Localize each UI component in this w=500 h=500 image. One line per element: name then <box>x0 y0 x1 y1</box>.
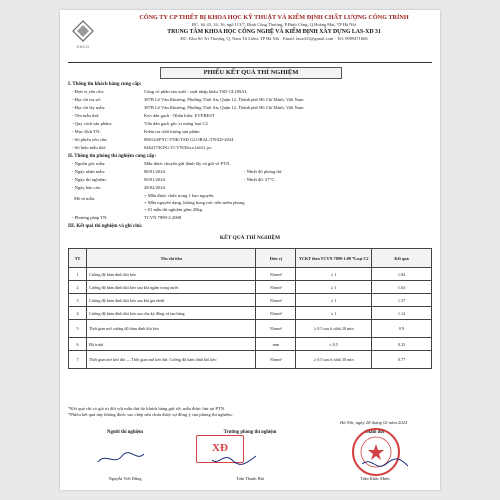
logo-text: KNCO <box>76 44 90 49</box>
center-address: ĐC: Khu Số Trì Thượng, Q. Nam Từ Liêm, TP Hà Nội · Email: lasxd31@gmail.com · Tel: 0989471666 <box>180 36 368 41</box>
date-row: - Ngày báo cáo: 28/02/2024 <box>72 185 165 190</box>
page-title: PHIẾU KẾT QUẢ THÍ NGHIỆM <box>160 67 342 79</box>
date-row: - Ngày nhận mẫu: 08/01/2024 - Nhiệt độ phòng thí: <box>72 169 283 174</box>
column-header: YCKT theo TCVN 7899-1:08 *Loại C2 <box>296 249 372 268</box>
origin-row: - Nguồn gốc mẫu: Mẫu được chuyển gửi đánh lấy và gửi về PTN. <box>72 161 231 166</box>
table-header-row <box>69 249 432 268</box>
info-row: - Số hiệu mẫu thử: 046227/KDG-TCVN/Etico.lab31.jsc <box>72 145 212 150</box>
table-row: 7 Thời gian mở kéo dài — Thời gian mở kéo dài: Cường độ bám dính khi kéo N/mm² ≥ 0.5 sau ít nhất 30 min 0.77 <box>69 351 432 369</box>
column-header: Kết quả <box>372 249 432 268</box>
signature-director-icon <box>360 456 410 472</box>
document-page <box>60 10 440 490</box>
info-row: - Mục đích TN: Kiểm tra chất lượng sản phẩm <box>72 129 200 134</box>
sample-desc-line: + Mẫu được chứa trong 1 bao nguyên. <box>144 193 215 198</box>
signer-name: Nguyễn Viết Dũng <box>108 476 142 481</box>
table-row: 6 Độ trượt mm ≤ 0.5 0.32 <box>69 338 432 351</box>
company-name: CÔNG TY CP THIẾT BỊ KHOA HỌC KỸ THUẬT VÀ KIỂM ĐỊNH CHẤT LƯỢNG CÔNG TRÌNH <box>139 14 409 21</box>
info-row: - Tên mẫu thử: Keo dán gạch - Nhãn hiệu: EVEREST <box>72 113 215 118</box>
signature-tester-icon <box>96 450 146 468</box>
footnote: *Phiếu kết quả này không được sao chép nếu chưa được sự đồng ý của phòng thí nghiệm. <box>68 412 233 417</box>
sign-date: Hà Nội, ngày 28 tháng 02 năm 2024 <box>340 420 408 425</box>
info-row: - Địa chỉ lấy mẫu: 387B Lê Văn Khương, Phường Thới An, Quận 12, Thành phố Hồ Chí Minh, Việt Nam <box>72 105 304 110</box>
signer-name: Trần Khắc Minh <box>360 476 390 481</box>
section1-heading: I. Thông tin khách hàng cung cấp: <box>68 82 142 87</box>
center-name: TRUNG TÂM KHOA HỌC CÔNG NGHỆ VÀ KIỂM ĐỊNH XÂY DỰNG LAS-XD 31 <box>167 29 381 35</box>
info-row: - Đơn vị yêu cầu: Công cổ phần sản xuất - xuất nhập khẩu TSD GLOBAL <box>72 89 248 94</box>
signature-block-lab-head: Trưởng phòng thí nghiệm <box>223 430 277 435</box>
info-row: - Địa chỉ trụ sở: 387B Lê Văn Khương, Phường Thới An, Quận 12, Thành phố Hồ Chí Minh, Việt Nam <box>72 97 304 102</box>
table-title: KẾT QUẢ THÍ NGHIỆM <box>219 235 281 241</box>
table-row: 5 Thời gian mở cường độ bám dính khi kéo N/mm² ≥ 0.5 sau ít nhất 20 min 0.9 <box>69 320 432 338</box>
sample-desc-line: + 01 mẫu thí nghiệm gồm 20kg. <box>144 207 204 212</box>
column-header: TT <box>69 249 87 268</box>
results-table <box>68 248 432 369</box>
method-row: - Phương pháp TN: TCVN 7899-2:2008 <box>72 215 182 220</box>
section2-heading: II. Thông tin phòng thí nghiệm cung cấp: <box>68 154 156 159</box>
signature-block-director: Giám đốc <box>365 430 385 435</box>
info-row: - Quy cách sản phẩm: Vữa dán gạch gốc xi măng loại C2 <box>72 121 208 126</box>
table-row: 3 Cường độ bám dính khi kéo sau khi gia nhiệt N/mm² ≥ 1 1.37 <box>69 294 432 307</box>
sample-label: Mô tả mẫu: <box>74 196 96 201</box>
column-header: Tên chỉ tiêu <box>86 249 255 268</box>
approval-stamp: XĐ <box>196 435 244 463</box>
info-row: - Số phiếu yêu cầu: 080124/PYC-TNK/TSD GLOBAL/TNXD-2024 <box>72 137 234 142</box>
sample-desc-line: + Mẫu nguyên dạng, không bong tróc trên niêm phong <box>144 200 245 205</box>
document-header <box>60 10 440 68</box>
table-row: 4 Cường độ bám dính khi kéo sau chu kỳ đông và tan băng N/mm² ≥ 1 1.12 <box>69 307 432 320</box>
header-divider <box>68 62 432 63</box>
table-row: 2 Cường độ bám dính khi kéo sau khi ngâm trong nước N/mm² ≥ 1 1.63 <box>69 281 432 294</box>
table-row: 1 Cường độ bám dính khi kéo N/mm² ≥ 1 1.84 <box>69 268 432 281</box>
company-logo-icon <box>72 20 94 42</box>
signer-name: Trần Thanh Hải <box>236 476 264 481</box>
signature-lab-head-icon <box>210 450 260 468</box>
footnote: *Kết quả chỉ có giá trị đối với mẫu thử do khách hàng gửi tới, mẫu được lưu tại PTN. <box>68 406 226 411</box>
footnotes <box>68 406 233 418</box>
company-address: ĐC: Số 43, 16, 16, ngõ 113/7, Định Công Thượng, P.Định Công, Q.Hoàng Mai, TP Hà Nội <box>192 22 356 27</box>
signature-block-tester: Người thí nghiệm <box>107 430 143 435</box>
section3-heading: III. Kết quả thí nghiệm và ghi chú: <box>68 224 143 229</box>
column-header: Đơn vị <box>256 249 296 268</box>
date-row: - Ngày thí nghiệm: 09/01/2024 - Nhiệt độ: 27°C <box>72 177 275 182</box>
